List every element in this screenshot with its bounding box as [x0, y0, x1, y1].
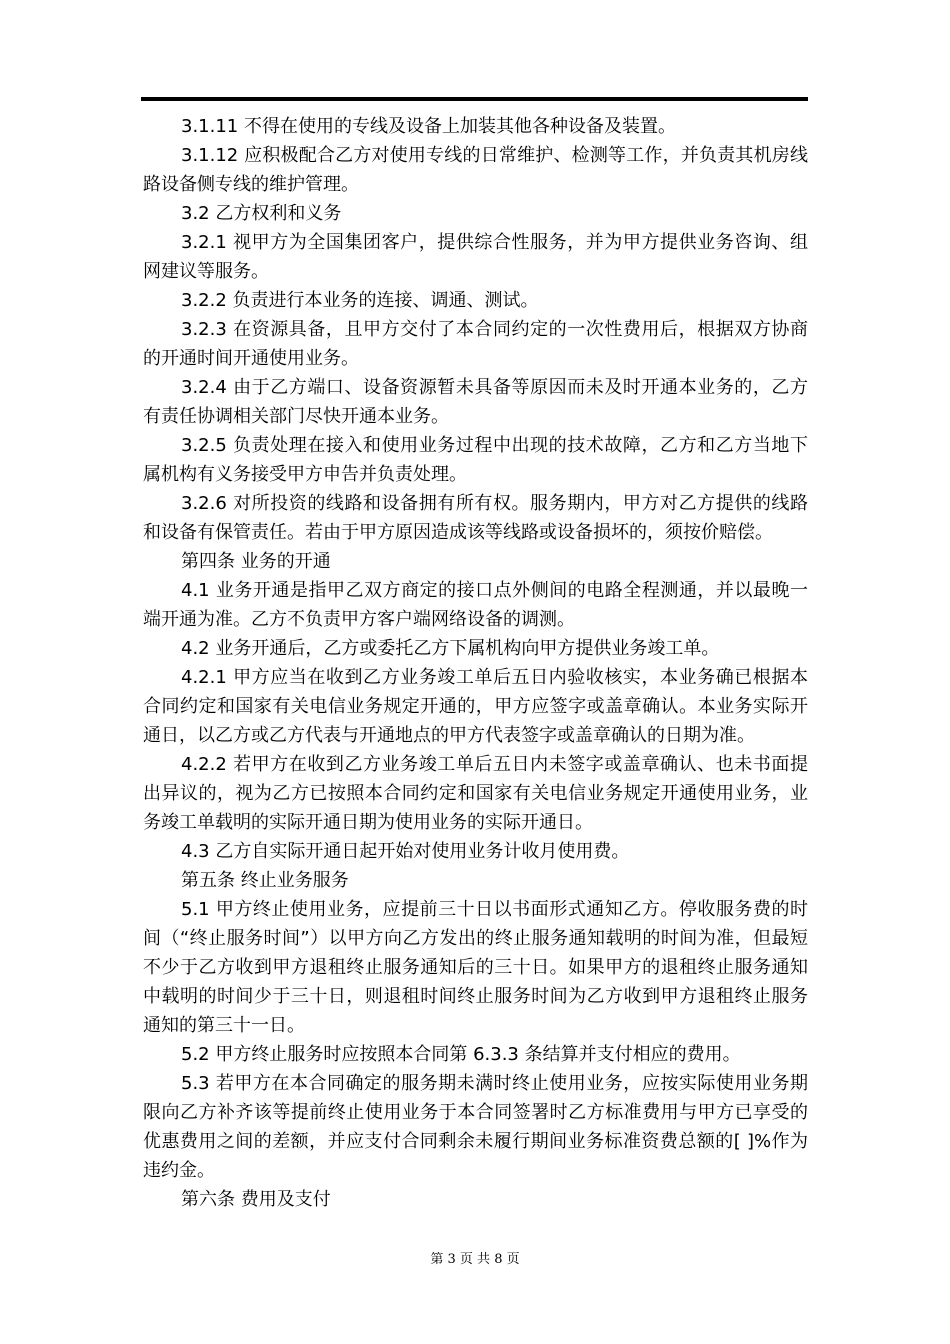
paragraph: 4.1 业务开通是指甲乙双方商定的接口点外侧间的电路全程测通，并以最晚一端开通为准。乙方不负责甲方客户端网络设备的调测。 [143, 580, 808, 630]
paragraph: 5.3 若甲方在本合同确定的服务期未满时终止使用业务，应按实际使用业务期限向乙方补齐该等提前终止使用业务于本合同签署时乙方标准费用与甲方已享受的优惠费用之间的差额，并应支付合同剩余未履行期间业务标准资费总额的[ ]%作为违约金。 [143, 1073, 808, 1181]
paragraph: 3.2.4 由于乙方端口、设备资源暂未具备等原因而未及时开通本业务的，乙方有责任协调相关部门尽快开通本业务。 [143, 377, 808, 427]
article-heading: 第五条 终止业务服务 [181, 870, 349, 891]
paragraph: 4.2.2 若甲方在收到乙方业务竣工单后五日内未签字或盖章确认、也未书面提出异议的，视为乙方已按照本合同约定和国家有关电信业务规定开通使用业务，业务竣工单载明的实际开通日期为使用业务的实际开通日。 [143, 754, 808, 833]
paragraph: 3.2.2 负责进行本业务的连接、调通、测试。 [181, 290, 539, 311]
paragraph: 4.2 业务开通后，乙方或委托乙方下属机构向甲方提供业务竣工单。 [181, 638, 720, 659]
header-rule [141, 97, 808, 101]
article-heading: 第四条 业务的开通 [181, 551, 331, 572]
document-body [143, 112, 808, 1214]
page-number: 第 3 页 共 8 页 [430, 1252, 520, 1267]
paragraph: 3.2.3 在资源具备，且甲方交付了本合同约定的一次性费用后，根据双方协商的开通时间开通使用业务。 [143, 319, 808, 369]
paragraph: 5.2 甲方终止服务时应按照本合同第 6.3.3 条结算并支付相应的费用。 [181, 1044, 741, 1065]
paragraph: 3.2.5 负责处理在接入和使用业务过程中出现的技术故障，乙方和乙方当地下属机构有义务接受甲方申告并负责处理。 [143, 435, 808, 485]
paragraph: 3.2.1 视甲方为全国集团客户，提供综合性服务，并为甲方提供业务咨询、组网建议等服务。 [143, 232, 808, 282]
paragraph: 3.1.11 不得在使用的专线及设备上加装其他各种设备及装置。 [181, 116, 676, 137]
paragraph: 5.1 甲方终止使用业务，应提前三十日以书面形式通知乙方。停收服务费的时间（“终止服务时间”）以甲方向乙方发出的终止服务通知载明的时间为准，但最短不少于乙方收到甲方退租终止服务通知后的三十日。如果甲方的退租终止服务通知中载明的时间少于三十日，则退租时间终止服务时间为乙方收到甲方退租终止服务通知的第三十一日。 [143, 899, 808, 1036]
paragraph: 4.2.1 甲方应当在收到乙方业务竣工单后五日内验收核实，本业务确已根据本合同约定和国家有关电信业务规定开通的，甲方应签字或盖章确认。本业务实际开通日，以乙方或乙方代表与开通地点的甲方代表签字或盖章确认的日期为准。 [143, 667, 808, 746]
paragraph: 3.1.12 应积极配合乙方对使用专线的日常维护、检测等工作，并负责其机房线路设备侧专线的维护管理。 [143, 145, 808, 195]
section-heading: 3.2 乙方权利和义务 [181, 203, 342, 224]
article-heading: 第六条 费用及支付 [181, 1189, 331, 1210]
paragraph: 3.2.6 对所投资的线路和设备拥有所有权。服务期内，甲方对乙方提供的线路和设备有保管责任。若由于甲方原因造成该等线路或设备损坏的，须按价赔偿。 [143, 493, 808, 543]
paragraph: 4.3 乙方自实际开通日起开始对使用业务计收月使用费。 [181, 841, 630, 862]
